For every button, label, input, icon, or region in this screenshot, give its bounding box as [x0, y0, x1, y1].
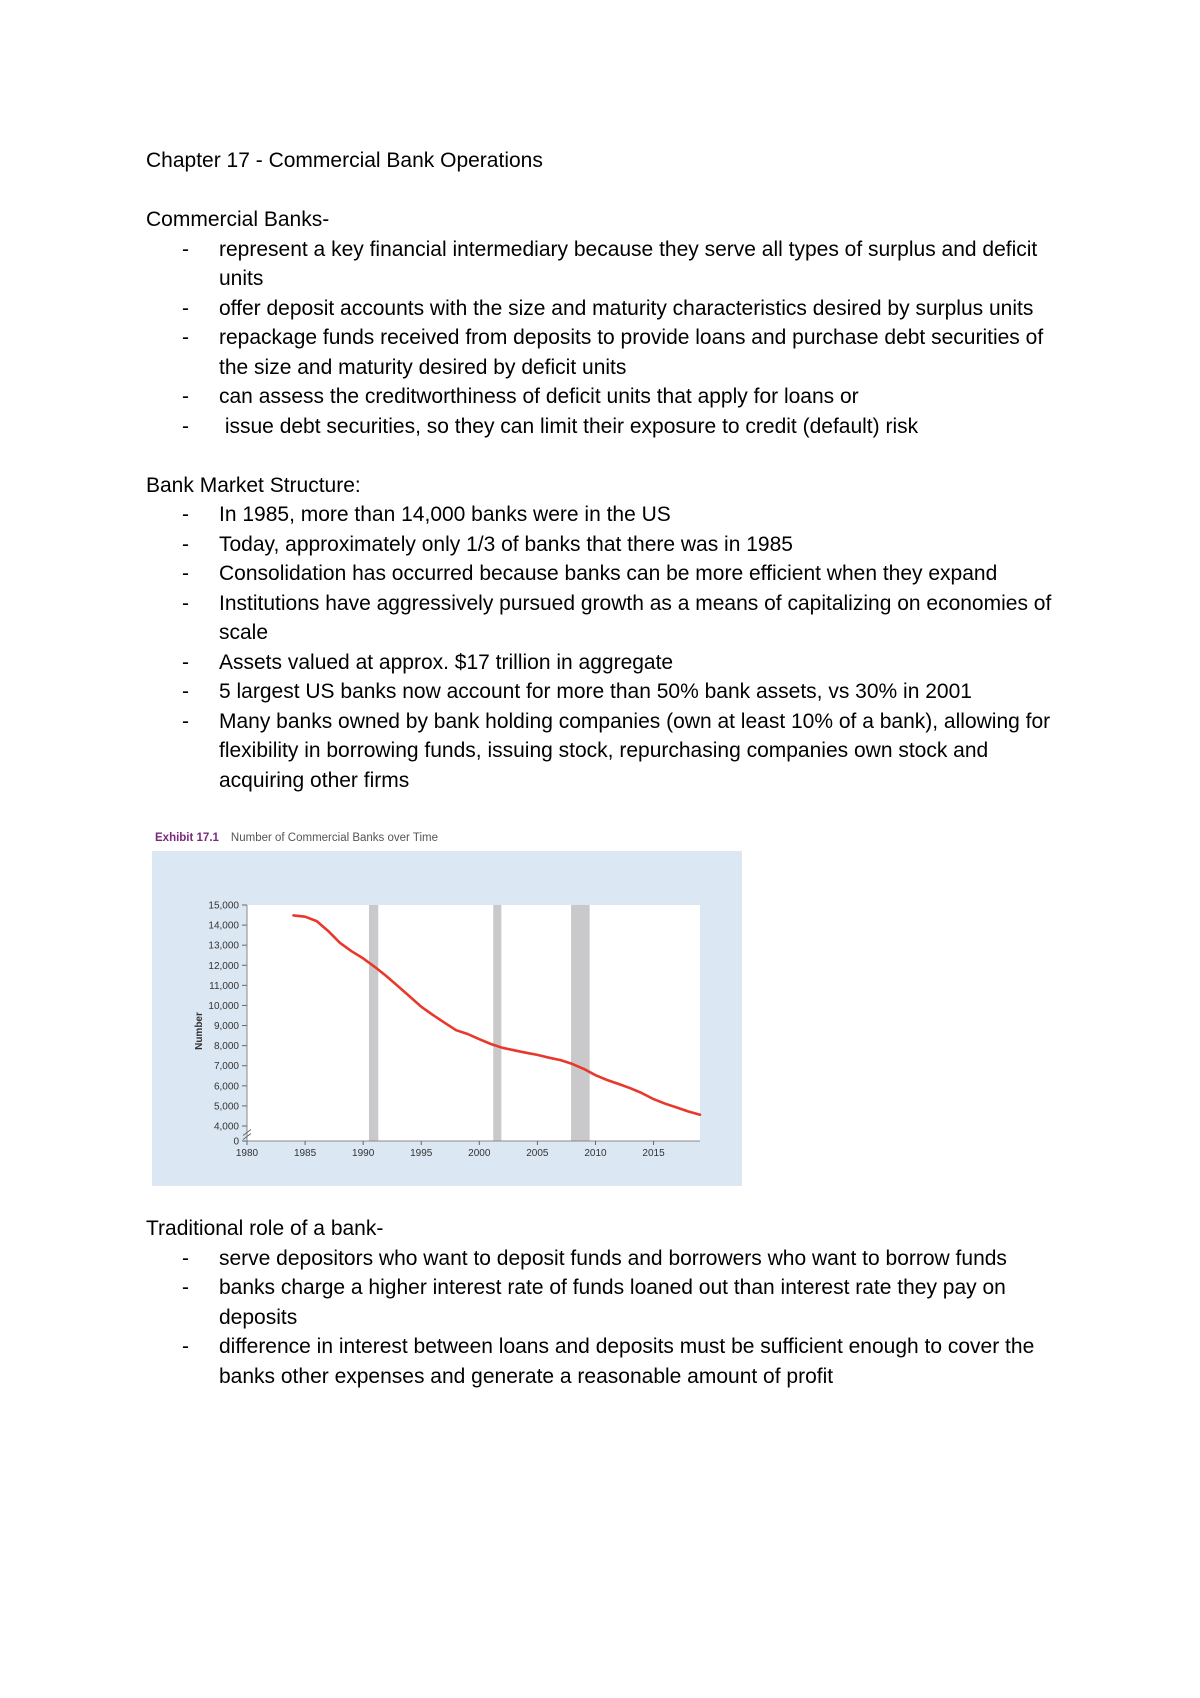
list-item: - difference in interest between loans and deposits must be sufficient enough to cover the banks other expenses and generate a reasonable amount of profit — [146, 1332, 1076, 1391]
y-tick-label: 0 — [233, 1136, 239, 1148]
exhibit-number: Exhibit 17.1 — [155, 832, 219, 844]
bullet-dash: - — [182, 296, 189, 320]
plot-background — [247, 905, 700, 1141]
bullet-dash: - — [182, 532, 189, 556]
list-item: - represent a key financial intermediary because they serve all types of surplus and deficit units — [146, 235, 1076, 294]
recession-band — [571, 905, 590, 1141]
y-tick-label: 5,000 — [213, 1101, 239, 1113]
y-tick-label: 4,000 — [213, 1121, 239, 1133]
x-tick-label: 1980 — [235, 1148, 259, 1159]
y-tick-label: 13,000 — [208, 940, 239, 952]
list-item: - offer deposit accounts with the size and maturity characteristics desired by surplus units — [146, 294, 1076, 324]
list-item: - In 1985, more than 14,000 banks were in the US — [146, 500, 1076, 530]
bullet-dash: - — [182, 562, 189, 585]
bullet-dash: - — [182, 503, 189, 526]
y-tick-label: 11,000 — [209, 980, 239, 992]
bullet-dash: - — [182, 414, 189, 438]
x-tick-label: 1990 — [352, 1148, 375, 1159]
document-title: Chapter 17 - Commercial Bank Operations — [146, 149, 543, 172]
bullet-dash: - — [182, 1246, 189, 1270]
document-body-top — [146, 146, 1076, 795]
list-item: - banks charge a higher interest rate of funds loaned out than interest rate they pay on deposits — [146, 1273, 1076, 1332]
bullet-dash: - — [182, 680, 189, 703]
y-tick-label: 10,000 — [208, 1000, 239, 1012]
section-heading-commercial-banks: Commercial Banks- — [146, 208, 330, 231]
x-tick-label: 1995 — [410, 1148, 433, 1159]
list-item: - Today, approximately only 1/3 of banks that there was in 1985 — [146, 530, 1076, 560]
list-item: - serve depositors who want to deposit funds and borrowers who want to borrow funds — [146, 1244, 1076, 1274]
y-tick-label: 9,000 — [213, 1021, 239, 1033]
x-tick-label: 2005 — [526, 1148, 549, 1159]
list-item: - 5 largest US banks now account for more than 50% bank assets, vs 30% in 2001 — [146, 677, 1076, 707]
x-axis — [236, 1141, 700, 1159]
list-item: - issue debt securities, so they can limit their exposure to credit (default) risk — [146, 412, 1076, 442]
list-item: - Institutions have aggressively pursued growth as a means of capitalizing on economies of scale — [146, 589, 1076, 648]
y-axis — [208, 901, 251, 1148]
bank-count-chart — [152, 851, 742, 1186]
bullet-dash: - — [182, 237, 189, 261]
y-tick-label: 15,000 — [208, 900, 239, 912]
exhibit-caption-text: Number of Commercial Banks over Time — [230, 832, 438, 844]
list-item: - Many banks owned by bank holding companies (own at least 10% of a bank), allowing for flexibility in borrowing funds, issuing stock, repurchasing companies own stock and acquiring other firms — [146, 707, 1076, 796]
y-tick-label: 12,000 — [208, 960, 239, 972]
recession-band — [369, 905, 378, 1141]
y-tick-label: 8,000 — [213, 1041, 239, 1053]
bullet-dash: - — [182, 591, 189, 615]
commercial-banks-list — [146, 235, 1076, 442]
section-heading-bank-market-structure: Bank Market Structure: — [146, 473, 361, 497]
list-item: - can assess the creditworthiness of deficit units that apply for loans or — [146, 382, 1076, 412]
x-tick-label: 1985 — [293, 1148, 317, 1159]
recession-band — [493, 905, 501, 1141]
bullet-dash: - — [182, 1276, 189, 1299]
y-tick-label: 14,000 — [208, 920, 239, 932]
chart-svg — [152, 851, 742, 1186]
y-tick-label: 7,000 — [213, 1061, 239, 1073]
y-tick-label: 6,000 — [213, 1081, 239, 1093]
bullet-dash: - — [182, 650, 189, 674]
list-item: - Consolidation has occurred because banks can be more efficient when they expand — [146, 559, 1076, 589]
exhibit-caption — [155, 832, 438, 844]
bullet-dash: - — [182, 385, 189, 408]
y-axis-title: Number — [194, 1012, 205, 1050]
traditional-role-list — [146, 1244, 1076, 1392]
list-item: - repackage funds received from deposits to provide loans and purchase debt securities of the size and maturity desired by deficit units — [146, 323, 1076, 382]
bank-market-structure-list — [146, 500, 1076, 795]
x-tick-label: 2000 — [468, 1148, 491, 1159]
section-heading-traditional-role: Traditional role of a bank- — [146, 1217, 384, 1240]
bullet-dash: - — [182, 1335, 189, 1358]
bullet-dash: - — [182, 326, 189, 349]
list-item: - Assets valued at approx. $17 trillion in aggregate — [146, 648, 1076, 678]
bullet-dash: - — [182, 709, 189, 733]
x-tick-label: 2010 — [584, 1148, 607, 1159]
document-body-bottom — [146, 1214, 1076, 1391]
x-tick-label: 2015 — [642, 1148, 665, 1159]
